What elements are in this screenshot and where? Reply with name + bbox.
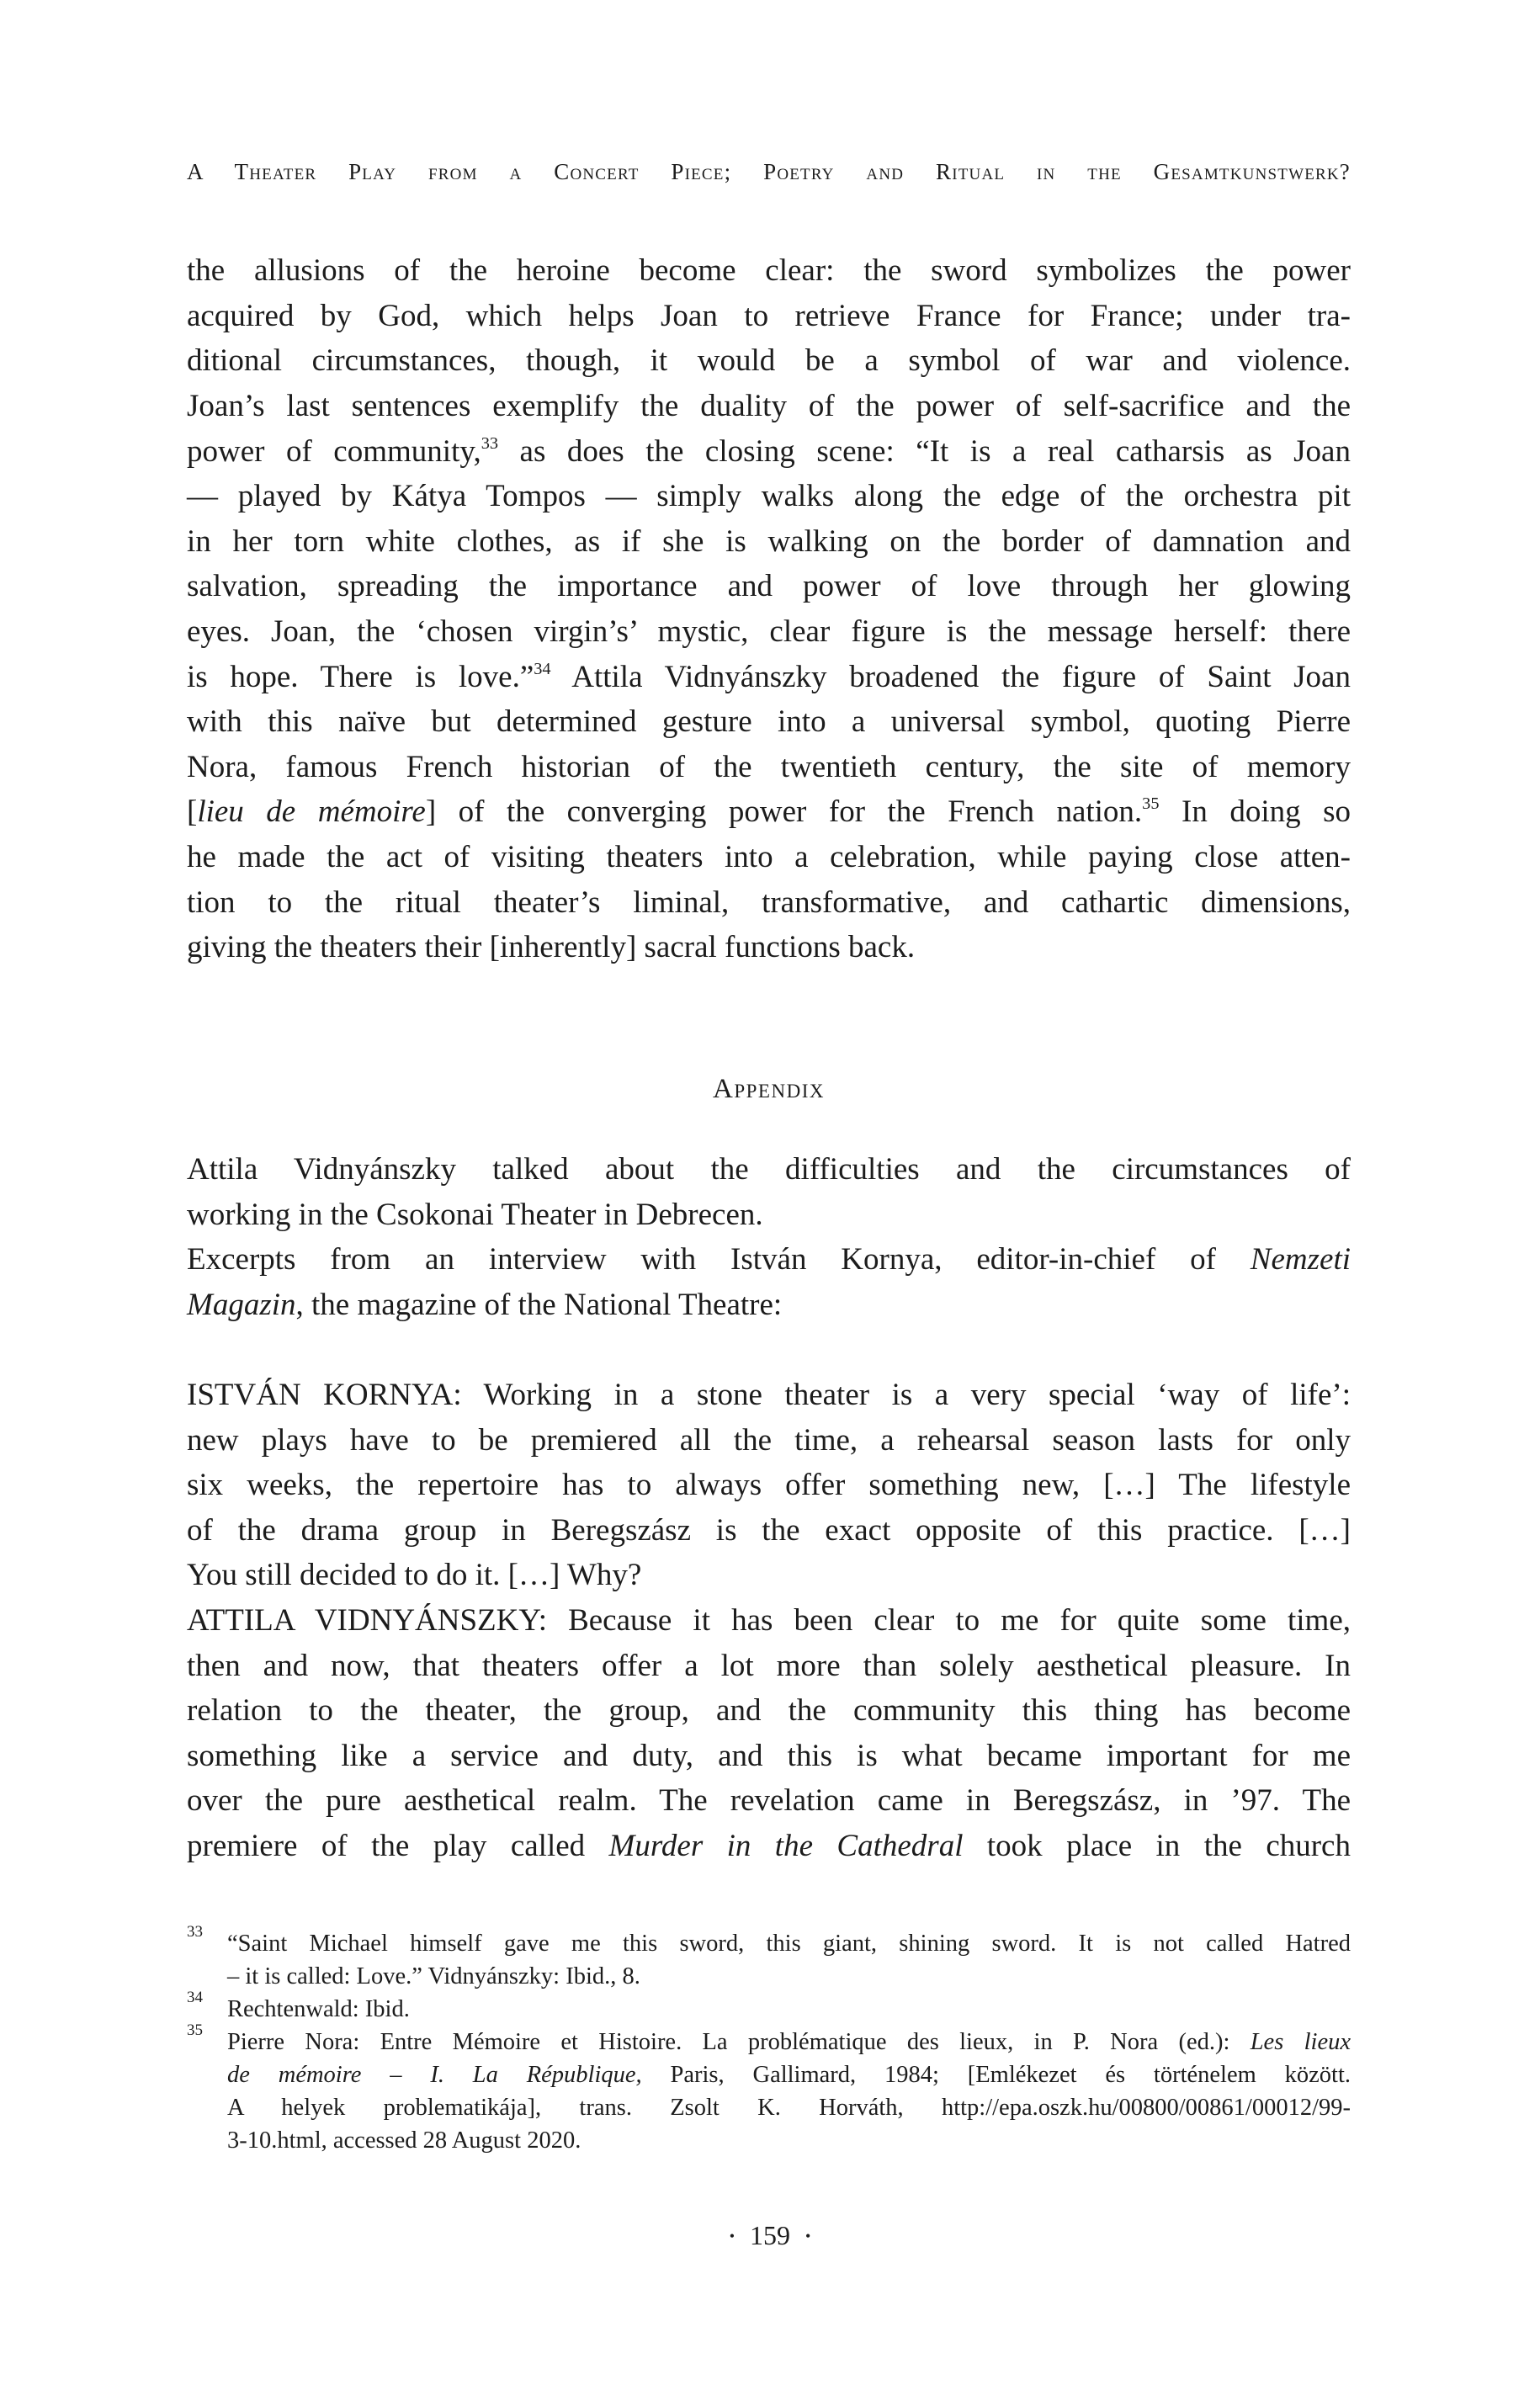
interview-line: You still decided to do it. […] Why? — [187, 1558, 642, 1592]
page-number-value: 159 — [750, 2220, 790, 2250]
appendix-line: Magazin, the magazine of the National Theatre: — [187, 1288, 783, 1322]
footnote-number: 33 — [187, 1923, 203, 1941]
body-line: tion to the ritual theater’s liminal, transformative, and cathartic dimensions, — [187, 885, 1351, 920]
footnote-line: Pierre Nora: Entre Mémoire et Histoire. La problématique des lieux, in P. Nora (ed.): Les lieux — [227, 2029, 1351, 2055]
running-header: A Theater Play from a Concert Piece; Poetry and Ritual in the Gesamtkunstwerk? — [187, 159, 1351, 184]
body-line: acquired by God, which helps Joan to retrieve France for France; under tra- — [187, 299, 1351, 333]
footnote-number: 35 — [187, 2021, 203, 2039]
body-line: in her torn white clothes, as if she is walking on the border of damnation and — [187, 524, 1351, 559]
body-line: Joan’s last sentences exemplify the duality of the power of self-sacrifice and the — [187, 389, 1351, 423]
footnote-line: Rechtenwald: Ibid. — [227, 1996, 410, 2022]
body-line: Nora, famous French historian of the twentieth century, the site of memory — [187, 750, 1351, 784]
italic-term: lieu de mémoire — [197, 794, 426, 829]
body-line: eyes. Joan, the ‘chosen virgin’s’ mystic, clear figure is the message herself: there — [187, 614, 1351, 649]
interview-line: six weeks, the repertoire has to always offer something new, […] The lifestyle — [187, 1468, 1351, 1502]
body-line: giving the theaters their [inherently] sacral functions back. — [187, 930, 916, 964]
footnote-number: 34 — [187, 1989, 203, 2006]
interview-line: relation to the theater, the group, and the community this thing has become — [187, 1693, 1351, 1728]
italic-title: Murder in the Cathedral — [608, 1829, 964, 1863]
footnote-line: 3-10.html, accessed 28 August 2020. — [227, 2127, 581, 2154]
bullet-ornament-icon: • — [729, 2228, 735, 2244]
body-line: salvation, spreading the importance and power of love through her glowing — [187, 569, 1351, 603]
italic-title: de mémoire – I. La République, — [227, 2062, 642, 2088]
body-line: the allusions of the heroine become clear: the sword symbolizes the power — [187, 253, 1351, 288]
interview-line: ATTILA VIDNYÁNSZKY: Because it has been clear to me for quite some time, — [187, 1603, 1351, 1638]
body-line: ditional circumstances, though, it would be a symbol of war and violence. — [187, 343, 1351, 378]
footnote-ref-34[interactable]: 34 — [534, 659, 551, 678]
italic-title: Magazin — [187, 1288, 296, 1322]
interview-line: premiere of the play called Murder in the Cathedral took place in the church — [187, 1829, 1351, 1863]
footnote-ref-35[interactable]: 35 — [1142, 794, 1160, 813]
body-line: power of community,$^{33}$ as does the closing scene: “It is a real catharsis as Joan — [187, 433, 1351, 469]
body-line: [lieu de mémoire] of the converging power for the French nation.$^{35}$ In doing so — [187, 794, 1351, 829]
italic-title: Nemzeti — [1250, 1242, 1351, 1277]
appendix-line: working in the Csokonai Theater in Debrecen. — [187, 1198, 763, 1232]
italic-title: Les lieux — [1250, 2029, 1351, 2055]
footnote-line: – it is called: Love.” Vidnyánszky: Ibid., 8. — [227, 1963, 640, 1989]
footnote-ref-33[interactable]: 33 — [481, 433, 499, 453]
footnote-line: “Saint Michael himself gave me this sword, this giant, shining sword. It is not called Hatred — [227, 1931, 1351, 1957]
interview-line: something like a service and duty, and this is what became important for me — [187, 1739, 1351, 1773]
footnote-line: A helyek problematikája], trans. Zsolt K. Horváth, http://epa.oszk.hu/00800/00861/00012/99- — [227, 2095, 1351, 2121]
interview-line: then and now, that theaters offer a lot more than solely aesthetical pleasure. In — [187, 1649, 1351, 1683]
interview-line: of the drama group in Beregszász is the exact opposite of this practice. […] — [187, 1513, 1351, 1548]
body-line: he made the act of visiting theaters into a celebration, while paying close atten- — [187, 840, 1351, 874]
section-heading-appendix: Appendix — [713, 1074, 825, 1104]
body-line: is hope. There is love.”$^{34}$ Attila Vidnyánszky broadened the figure of Saint Joan — [187, 659, 1351, 694]
footnote-line: de mémoire – I. La République, Paris, Gallimard, 1984; [Emlékezet és történelem között. — [227, 2062, 1351, 2088]
body-line: — played by Kátya Tompos — simply walks along the edge of the orchestra pit — [187, 479, 1351, 513]
interview-line: over the pure aesthetical realm. The revelation came in Beregszász, in ’97. The — [187, 1783, 1351, 1818]
appendix-line: Attila Vidnyánszky talked about the difficulties and the circumstances of — [187, 1152, 1351, 1187]
body-line: with this naïve but determined gesture into a universal symbol, quoting Pierre — [187, 704, 1351, 739]
bullet-ornament-icon: • — [805, 2228, 811, 2244]
page-number — [0, 2218, 1540, 2253]
appendix-line: Excerpts from an interview with István Kornya, editor-in-chief of Nemzeti — [187, 1242, 1351, 1277]
interview-line: ISTVÁN KORNYA: Working in a stone theater is a very special ‘way of life’: — [187, 1378, 1351, 1412]
interview-line: new plays have to be premiered all the time, a rehearsal season lasts for only — [187, 1423, 1351, 1458]
